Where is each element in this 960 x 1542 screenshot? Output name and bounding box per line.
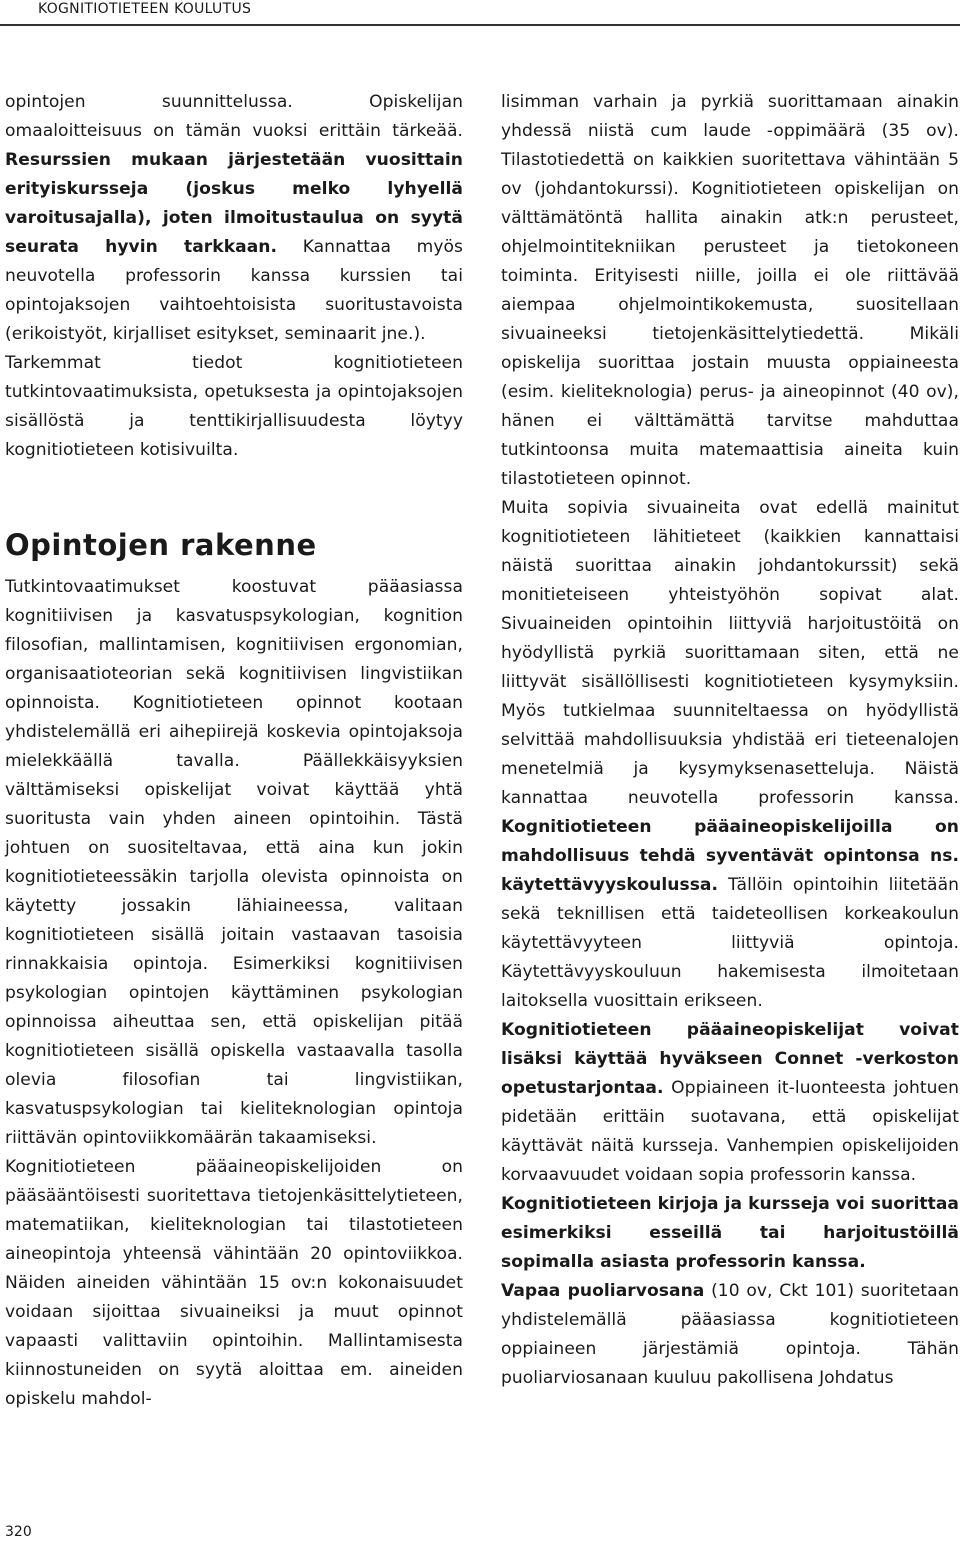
page-number: 320 bbox=[5, 1524, 32, 1540]
left-column bbox=[5, 88, 463, 1414]
paragraph-text: Oppiaineen it-luonteesta johtuen pidetään erittäin suotavana, että opiskelijat käyttävät näitä kursseja. Vanhempien opiskelijoiden korvaavuudet voidaan sopia professorin kanssa. bbox=[501, 1078, 959, 1185]
paragraph-intro bbox=[5, 88, 463, 349]
paragraph-emphasis: Kognitiotieteen pääaineopiskelijoilla on mahdollisuus tehdä syventävät opintonsa ns. käytettävyyskoulussa. bbox=[501, 817, 959, 895]
section-heading: Opintojen rakenne bbox=[5, 528, 317, 562]
paragraph-major-studies: Kognitiotieteen pääaineopiskelijoiden on pääsääntöisesti suoritettava tietojenkäsittelytieteen, matematiikan, kieliteknologian tai tilastotieteen aineopintoja yhteensä vähintään 20 opintoviikkoa. Näiden aineiden vähintään 15 ov:n kokonaisuudet voidaan sijoittaa sivuaineiksi ja muut opinnot vapaasti valittaviin opintoihin. Mallintamisesta kiinnostuneiden on syytä aloittaa em. aineiden opiskelu mahdol- bbox=[5, 1157, 463, 1409]
paragraph-connet bbox=[501, 1016, 959, 1190]
right-column bbox=[501, 88, 959, 1393]
paragraph-more-info: Tarkemmat tiedot kognitiotieteen tutkintovaatimuksista, opetuksesta ja opintojaksojen sisällöstä ja tenttikirjallisuudesta löytyy kognitiotieteen kotisivuilta. bbox=[5, 353, 463, 460]
paragraph-half-grade bbox=[501, 1277, 959, 1393]
paragraph-emphasis: Vapaa puoliarvosana bbox=[501, 1281, 705, 1301]
paragraph-statistics: lisimman varhain ja pyrkiä suorittamaan ainakin yhdessä niistä cum laude -oppimäärä (35 ov). Tilastotiedettä on kaikkien suoritettava vähintään 5 ov (johdantokurssi). Kognitiotieteen opiskelijan on välttämätöntä hallita ainakin atk:n perusteet, ohjelmointitekniikan perusteet ja tietokoneen toiminta. Erityisesti niille, joilla ei ole riittävää aiempaa ohjelmointikokemusta, suositellaan sivuaineeksi tietojenkäsittelytiedettä. Mikäli opiskelija suorittaa jostain muusta oppiaineesta (esim. kieliteknologia) perus- ja aineopinnot (40 ov), hänen ei välttämättä tarvitse mahduttaa tutkintoonsa muita matemaattisia aineita kuin tilastotieteen opinnot. bbox=[501, 92, 959, 489]
paragraph-minors bbox=[501, 494, 959, 1016]
paragraph-text: Kannattaa myös neuvotella professorin kanssa kurssien tai opintojaksojen vaihtoehtoisista suoritustavoista (erikoistyöt, kirjalliset esitykset, seminaarit jne.). bbox=[5, 237, 463, 344]
paragraph-text: opintojen suunnittelussa. Opiskelijan omaaloitteisuus on tämän vuoksi erittäin tärkeää. bbox=[5, 92, 463, 141]
paragraph-structure: Tutkintovaatimukset koostuvat pääasiassa kognitiivisen ja kasvatuspsykologian, kognition filosofian, mallintamisen, kognitiivisen ergonomian, organisaatioteorian sekä kognitiivisen lingvistiikan opinnoista. Kognitiotieteen opinnot kootaan yhdistelemällä eri aihepiirejä koskevia opintojaksoja mielekkäällä tavalla. Päällekkäisyyksien välttämiseksi opiskelijat voivat käyttää yhtä suoritusta vain yhden aineen opintoihin. Tästä johtuen on suositeltavaa, että aina kun jokin kognitiotieteessäkin tarjolla olevista opinnoista on käytetty jossakin lähiaineessa, valitaan kognitiotieteen sisällä joitain vastaavan tasoisia rinnakkaisia opintoja. Esimerkiksi kognitiivisen psykologian opintojen käyttäminen psykologian opinnoissa aiheuttaa sen, että opiskelijan pitää kognitiotieteen sisällä opiskella vastaavalla tasolla olevia filosofian tai lingvistiikan, kasvatuspsykologian tai kieliteknologian opintoja riittävän opintoviikkomäärän takaamiseksi. bbox=[5, 577, 463, 1148]
paragraph-text: Tällöin opintoihin liitetään sekä teknillisen että taideteollisen korkeakoulun käytettävyyteen liittyviä opintoja. Käytettävyyskouluun hakemisesta ilmoitetaan laitoksella vuosittain erikseen. bbox=[501, 875, 959, 1011]
running-head: KOGNITIOTIETEEN KOULUTUS bbox=[0, 0, 960, 26]
paragraph-text: Muita sopivia sivuaineita ovat edellä mainitut kognitiotieteen lähitieteet (kaikkien kannattaisi näistä suorittaa ainakin johdantokurssit) sekä monitieteiseen yhteistyöhön sopivat alat. Sivuaineiden opintoihin liittyviä harjoitustöitä on hyödyllistä pyrkiä suorittamaan siten, että ne liittyvät sisällöllisesti kognitiotieteen kysymyksiin. Myös tutkielmaa suunniteltaessa on hyödyllistä selvittää mahdollisuuksia yhdistää eri tieteenalojen menetelmiä ja kysymyksenasetteluja. Näistä kannattaa neuvotella professorin kanssa. bbox=[501, 498, 959, 808]
paragraph-emphasis: Resurssien mukaan järjestetään vuosittain erityiskursseja (joskus melko lyhyellä varoitusajalla), joten ilmoitustaulua on syytä seurata hyvin tarkkaan. bbox=[5, 150, 463, 257]
paragraph-essays bbox=[501, 1190, 959, 1277]
paragraph-text: (10 ov, Ckt 101) suoritetaan yhdistelemällä pääasiassa kognitiotieteen oppiaineen järjestämiä opintoja. Tähän puoliarviosanaan kuuluu pakollisena Johdatus bbox=[501, 1281, 960, 1388]
paragraph-emphasis: Kognitiotieteen pääaineopiskelijat voivat lisäksi käyttää hyväkseen Connet -verkoston opetustarjontaa. bbox=[501, 1020, 959, 1098]
paragraph-emphasis: Kognitiotieteen kirjoja ja kursseja voi suorittaa esimerkiksi esseillä tai harjoitustöillä sopimalla asiasta professorin kanssa. bbox=[501, 1194, 959, 1272]
